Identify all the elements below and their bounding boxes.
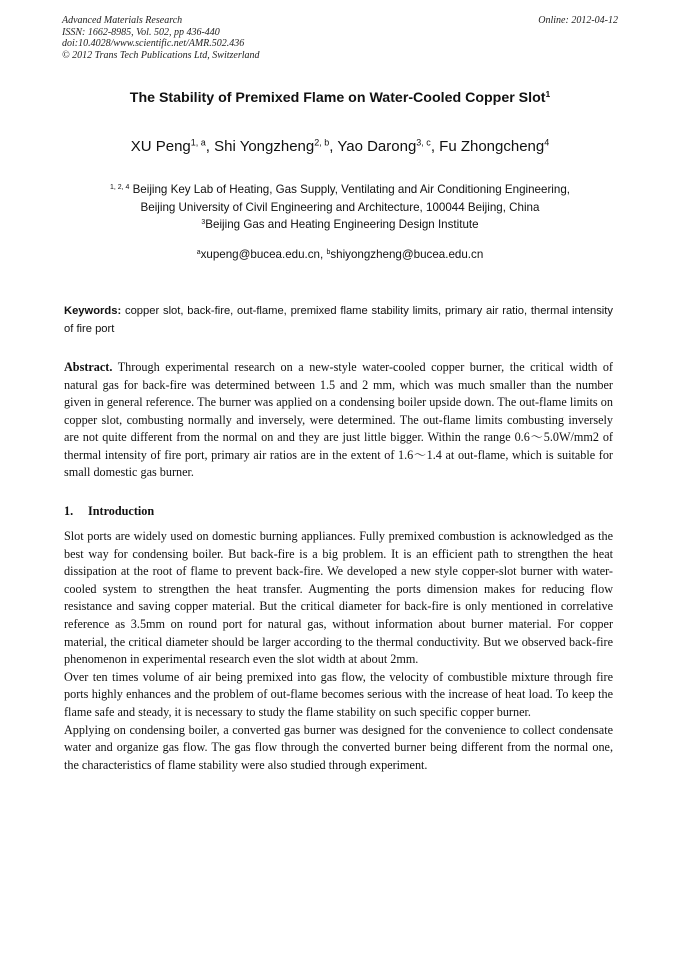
paper-title-text: The Stability of Premixed Flame on Water-Cooled Copper Slot: [129, 90, 546, 106]
affiliation-mark: 3: [201, 218, 206, 226]
keywords-block: [64, 303, 613, 338]
author-name: Yao Darong: [337, 138, 417, 155]
author-list: XU Peng$^{1, a}$, Shi Yongzheng$^{2, b}$, Yao Darong$^{3, c}$, Fu Zhongcheng$^4$: [130, 137, 550, 155]
affiliation-mark: 1, 2, 4: [110, 183, 130, 191]
abstract-block: [64, 359, 613, 482]
author-affiliation-mark: 3, c: [416, 137, 431, 148]
doi-line: doi:10.4028/www.scientific.net/AMR.502.436: [62, 38, 245, 50]
journal-name: Advanced Materials Research: [62, 15, 183, 26]
email-mark: a: [196, 248, 201, 256]
paragraph: Slot ports are widely used on domestic burning appliances. Fully premixed combustion is acknowledged as the best way for condensing boiler. But back-fire is a big problem. It is an efficient path to strengthen the heat dissipation at the root of flame to prevent back-fire. We developed a new style copper-slot burner with water-cooled system to strengthen the heat transfer. Augmenting the ports dimension makes for reducing flow resistance and saving copper material. But the critical diameter for back-fire is only mentioned in correlative reference as 3.5mm on round port for natural gas, without information about burner material. For copper material, the critical diameter should be larger according to the thermal conductivity. But we observed back-fire phenomenon in experimental research even the slot width at about 2mm.: [64, 529, 613, 667]
keywords-label: Keywords:: [64, 305, 122, 317]
author-affiliation-mark: 2, b: [314, 137, 330, 148]
copyright-line: © 2012 Trans Tech Publications Ltd, Switzerland: [62, 49, 260, 61]
author-emails: [62, 248, 618, 261]
body-text: [64, 528, 613, 774]
author-affiliation-mark: 4: [544, 137, 550, 148]
paragraph: Applying on condensing boiler, a converted gas burner was designed for the convenience to collect condensate water and organize gas flow. The gas flow through the converted burner being different from the normal one, the characteristics of flame stability were also studied through experiment.: [64, 722, 613, 772]
affiliation-line: [62, 216, 618, 234]
issn-line: ISSN: 1662-8985, Vol. 502, pp 436-440: [62, 26, 220, 38]
abstract-label: Abstract.: [64, 360, 113, 374]
abstract-text: Through experimental research on a new-style water-cooled copper burner, the critical width of natural gas for back-fire was determined between 1.5 and 2 mm, which was much smaller than the number given in general reference. The burner was applied on a condensing boiler upside down. The out-flame limits on copper slot, combusting normally and inversely, were determined. The out-flame limits combusting inversely are not quite different from the normal on and they are just little bigger. Within the range 0.6～5.0W/mm2 of thermal intensity of fire port, primary air ratios are in the extent of 1.6～1.4 at out-flame, which is suitable for small domestic gas burner.: [64, 360, 613, 479]
email-mark: b: [326, 248, 331, 256]
keywords-text: copper slot, back-fire, out-flame, premixed flame stability limits, primary air ratio, thermal intensity of fire port: [64, 305, 613, 335]
affiliation-text: Beijing Key Lab of Heating, Gas Supply, Ventilating and Air Conditioning Engineering,: [132, 183, 570, 196]
affiliation-text: Beijing Gas and Heating Engineering Design Institute: [205, 218, 479, 231]
author-affiliation-mark: 1, a: [190, 137, 206, 148]
online-date: Online: 2012-04-12: [538, 15, 618, 26]
title-footnote-mark: 1: [545, 88, 551, 99]
section-heading: [64, 504, 154, 519]
section-number: 1.: [64, 504, 74, 518]
affiliation-text: Beijing University of Civil Engineering and Architecture, 100044 Beijing, China: [140, 200, 540, 214]
author-name: XU Peng: [130, 138, 191, 155]
affiliations: [62, 181, 618, 234]
section-title: Introduction: [88, 504, 155, 518]
affiliation-line: [62, 199, 618, 217]
paragraph: Over ten times volume of air being premixed into gas flow, the velocity of combustible mixture through fire ports highly enhances and the problem of out-flame becomes serious with the increase of heat load. To keep the flame safe and steady, it is necessary to study the flame stability on such specific copper burner.: [64, 669, 613, 719]
email-link[interactable]: shiyongzheng@bucea.edu.cn: [330, 248, 484, 261]
email-link[interactable]: xupeng@bucea.edu.cn,: [200, 248, 327, 261]
author-name: Fu Zhongcheng: [439, 138, 545, 155]
affiliation-line: [62, 181, 618, 199]
journal-header: [62, 15, 618, 61]
paper-title: [62, 90, 618, 106]
author-name: Shi Yongzheng: [214, 138, 315, 155]
